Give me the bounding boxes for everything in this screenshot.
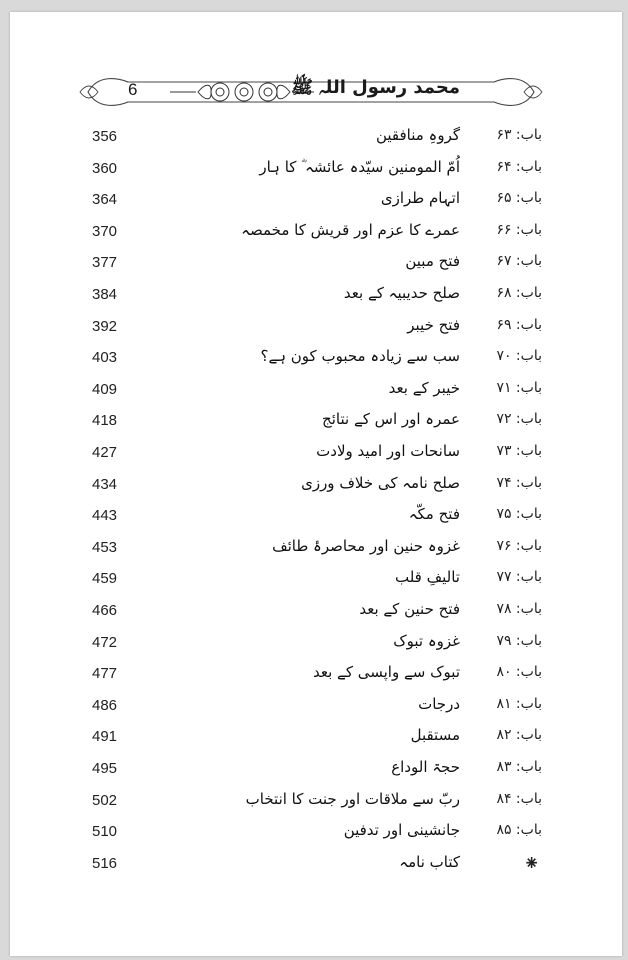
toc-chapter-number: باب: ۷۴ — [496, 474, 542, 491]
running-title: محمد رسول اللہ ﷺ — [291, 77, 460, 98]
toc-title: عمرہ اور اس کے نتائج — [322, 410, 460, 429]
toc-chapter-number: باب: ۸۵ — [496, 822, 542, 839]
toc-chapter-number: باب: ۷۸ — [496, 601, 542, 617]
toc-page-number: 459 — [92, 570, 118, 588]
toc-entry — [0, 598, 628, 628]
toc-title: فتح خیبر — [407, 315, 460, 334]
toc-chapter-number: باب: ۷۲ — [496, 411, 542, 428]
toc-title: عمرے کا عزم اور قریش کا مخمصہ — [241, 220, 460, 239]
toc-title: غزوہ تبوک — [393, 631, 460, 650]
toc-entry — [0, 851, 628, 881]
toc-page-number: 491 — [92, 728, 118, 746]
toc-page-number: 377 — [92, 254, 118, 272]
toc-entry — [0, 788, 628, 818]
toc-entry — [0, 819, 628, 849]
page-number: 6 — [128, 80, 138, 99]
toc-page-number: 427 — [92, 444, 118, 461]
toc-entry — [0, 661, 628, 691]
toc-page-number: 486 — [92, 696, 118, 714]
toc-title: غزوہ حنین اور محاصرۂ طائف — [272, 536, 460, 555]
toc-chapter-number: باب: ۶۹ — [496, 316, 542, 333]
toc-page-number: 409 — [92, 380, 118, 398]
toc-entry — [0, 187, 628, 217]
toc-page-number: 466 — [92, 602, 118, 619]
toc-chapter-number: باب: ۸۲ — [496, 727, 542, 744]
toc-chapter-number: باب: ۸۰ — [496, 664, 542, 681]
toc-page-number: 443 — [92, 507, 118, 525]
toc-page-number: 516 — [92, 854, 118, 872]
toc-chapter-number: باب: ۷۳ — [496, 443, 542, 459]
toc-entry — [0, 124, 628, 154]
toc-page-number: 364 — [92, 191, 118, 209]
toc-entry — [0, 630, 628, 660]
toc-chapter-number: باب: ۶۳ — [496, 127, 542, 143]
toc-title: سانحات اور امید ولادت — [316, 442, 460, 460]
toc-title: ربّ سے ملاقات اور جنت کا انتخاب — [245, 789, 460, 808]
toc-chapter-number: باب: ۷۹ — [496, 632, 542, 649]
toc-entry — [0, 282, 628, 312]
toc-page-number: 502 — [92, 791, 118, 809]
toc-page-number: 392 — [92, 317, 118, 335]
toc-title: تبوک سے واپسی کے بعد — [313, 663, 460, 682]
toc-chapter-number: باب: ۸۱ — [496, 695, 542, 712]
toc-entry — [0, 756, 628, 786]
toc-page-number: 495 — [92, 760, 118, 777]
toc-entry — [0, 724, 628, 754]
toc-entry — [0, 250, 628, 280]
toc-page-number: 370 — [92, 222, 118, 240]
toc-title: حجۃ الوداع — [391, 758, 460, 776]
toc-title: سب سے زیادہ محبوب کون ہے؟ — [260, 347, 460, 366]
toc-entry — [0, 472, 628, 502]
toc-page-number: 356 — [92, 128, 118, 145]
toc-title: درجات — [418, 694, 460, 713]
toc-chapter-number: باب: ۶۷ — [496, 253, 542, 270]
toc-entry — [0, 219, 628, 249]
toc-title: صلح حدیبیہ کے بعد — [343, 284, 460, 302]
toc-chapter-number: باب: ۶۴ — [496, 158, 542, 175]
toc-page-number: 510 — [92, 823, 118, 841]
toc-page-number: 472 — [92, 633, 118, 651]
toc-chapter-number: باب: ۶۵ — [496, 190, 542, 207]
toc-entry — [0, 440, 628, 470]
toc-title: کتاب نامہ — [399, 852, 460, 871]
toc-title: جانشینی اور تدفین — [343, 821, 460, 840]
toc-entry — [0, 535, 628, 565]
toc-page-number: 360 — [92, 159, 118, 177]
toc-chapter-number: باب: ۶۸ — [496, 285, 542, 301]
toc-chapter-number: باب: ۷۱ — [496, 379, 542, 396]
toc-page-number: 384 — [92, 286, 118, 303]
toc-title: خیبر کے بعد — [388, 378, 460, 397]
toc-entry — [0, 503, 628, 533]
toc-title: گروہِ منافقین — [375, 126, 460, 144]
toc-title: فتح مکّہ — [408, 505, 460, 524]
toc-chapter-number: باب: ۸۳ — [496, 759, 542, 775]
toc-page-number: 418 — [92, 412, 118, 430]
toc-page-number: 453 — [92, 538, 118, 556]
toc-title: فتح مبین — [405, 252, 460, 271]
toc-chapter-number: باب: ۷۶ — [496, 537, 542, 554]
toc-page-number: 434 — [92, 475, 118, 493]
toc-entry — [0, 156, 628, 186]
toc-title: مستقبل — [410, 726, 460, 745]
toc-entry — [0, 314, 628, 344]
toc-title: فتح حنین کے بعد — [359, 600, 460, 618]
toc-entry — [0, 377, 628, 407]
toc-page-number: 403 — [92, 349, 118, 367]
toc-entry — [0, 566, 628, 596]
toc-chapter-number: باب: ۸۴ — [496, 790, 542, 807]
toc-title: تالیفِ قلب — [394, 568, 460, 587]
toc-title: اُمّ المومنین سیّدہ عائشہ ؓ کا ہار — [259, 157, 460, 176]
toc-title: اتہام طرازی — [380, 189, 460, 208]
toc-title: صلح نامہ کی خلاف ورزی — [301, 473, 460, 492]
toc-entry — [0, 693, 628, 723]
toc-chapter-number: باب: ۷۷ — [496, 569, 542, 586]
toc-entry — [0, 408, 628, 438]
toc-page-number: 477 — [92, 665, 118, 683]
toc-chapter-number: باب: ۶۶ — [496, 221, 542, 238]
toc-chapter-number: باب: ۷۵ — [496, 506, 542, 523]
toc-chapter-number: باب: ۷۰ — [496, 348, 542, 365]
asterism-icon: ⁕ — [523, 850, 540, 875]
toc-entry — [0, 345, 628, 375]
